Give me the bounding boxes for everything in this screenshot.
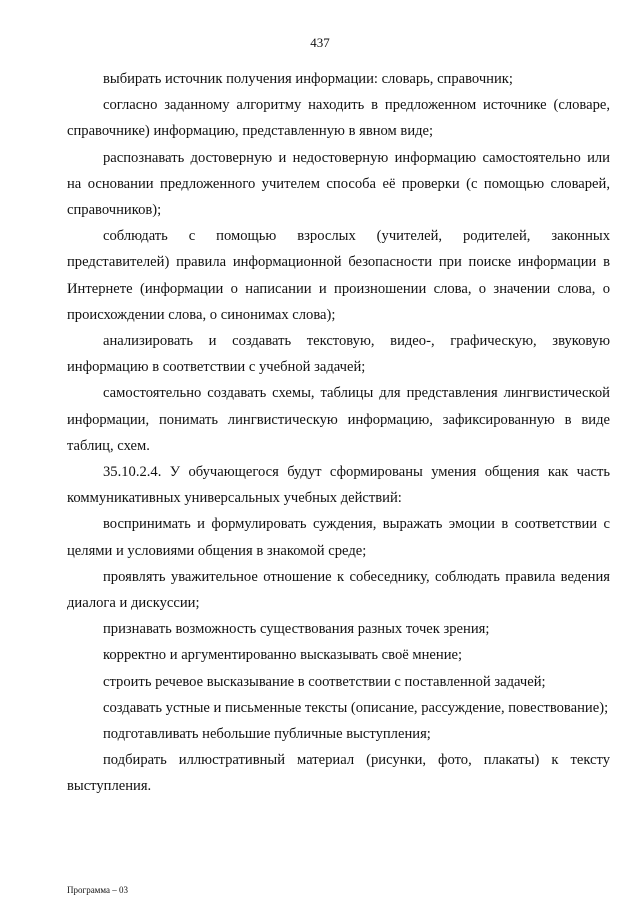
paragraph-10: признавать возможность существования разных точек зрения;: [103, 621, 490, 638]
paragraph-6: самостоятельно создавать схемы, таблицы для представления лингвистической информации, понимать лингвистическую информацию, зафиксированную в виде таблиц, схем.: [67, 385, 610, 454]
paragraph-14: подготавливать небольшие публичные выступления;: [103, 726, 431, 743]
paragraph-7: 35.10.2.4. У обучающегося будут сформированы умения общения как часть коммуникативных универсальных учебных действий:: [67, 464, 610, 507]
paragraph-1: выбирать источник получения информации: словарь, справочник;: [103, 71, 513, 87]
footer-label: Программа – 03: [67, 885, 129, 895]
paragraph-13: создавать устные и письменные тексты (описание, рассуждение, повествование);: [103, 699, 609, 716]
paragraph-4: соблюдать с помощью взрослых (учителей, родителей, законных представителей) правила информационной безопасности при поиске информации в Интернете (информации о написании и произношении слова, о значении слова, о происхождении слова, о синонимах слова);: [67, 228, 610, 323]
body-text: [67, 66, 610, 800]
paragraph-12: строить речевое высказывание в соответствии с поставленной задачей;: [103, 673, 546, 690]
paragraph-8: воспринимать и формулировать суждения, выражать эмоции в соответствии с целями и условиями общения в знакомой среде;: [67, 516, 610, 559]
paragraph-15: подбирать иллюстративный материал (рисунки, фото, плакаты) к тексту выступления.: [67, 752, 610, 795]
page-number: 437: [310, 35, 330, 50]
paragraph-2: согласно заданному алгоритму находить в предложенном источнике (словаре, справочнике) информацию, представленную в явном виде;: [67, 97, 610, 140]
paragraph-9: проявлять уважительное отношение к собеседнику, соблюдать правила ведения диалога и дискуссии;: [67, 568, 610, 612]
paragraph-11: корректно и аргументированно высказывать своё мнение;: [103, 647, 463, 664]
paragraph-5: анализировать и создавать текстовую, видео-, графическую, звуковую информацию в соответствии с учебной задачей;: [67, 333, 610, 376]
paragraph-3: распознавать достоверную и недостоверную информацию самостоятельно или на основании предложенного учителем способа её проверки (с помощью словарей, справочников);: [67, 149, 610, 219]
